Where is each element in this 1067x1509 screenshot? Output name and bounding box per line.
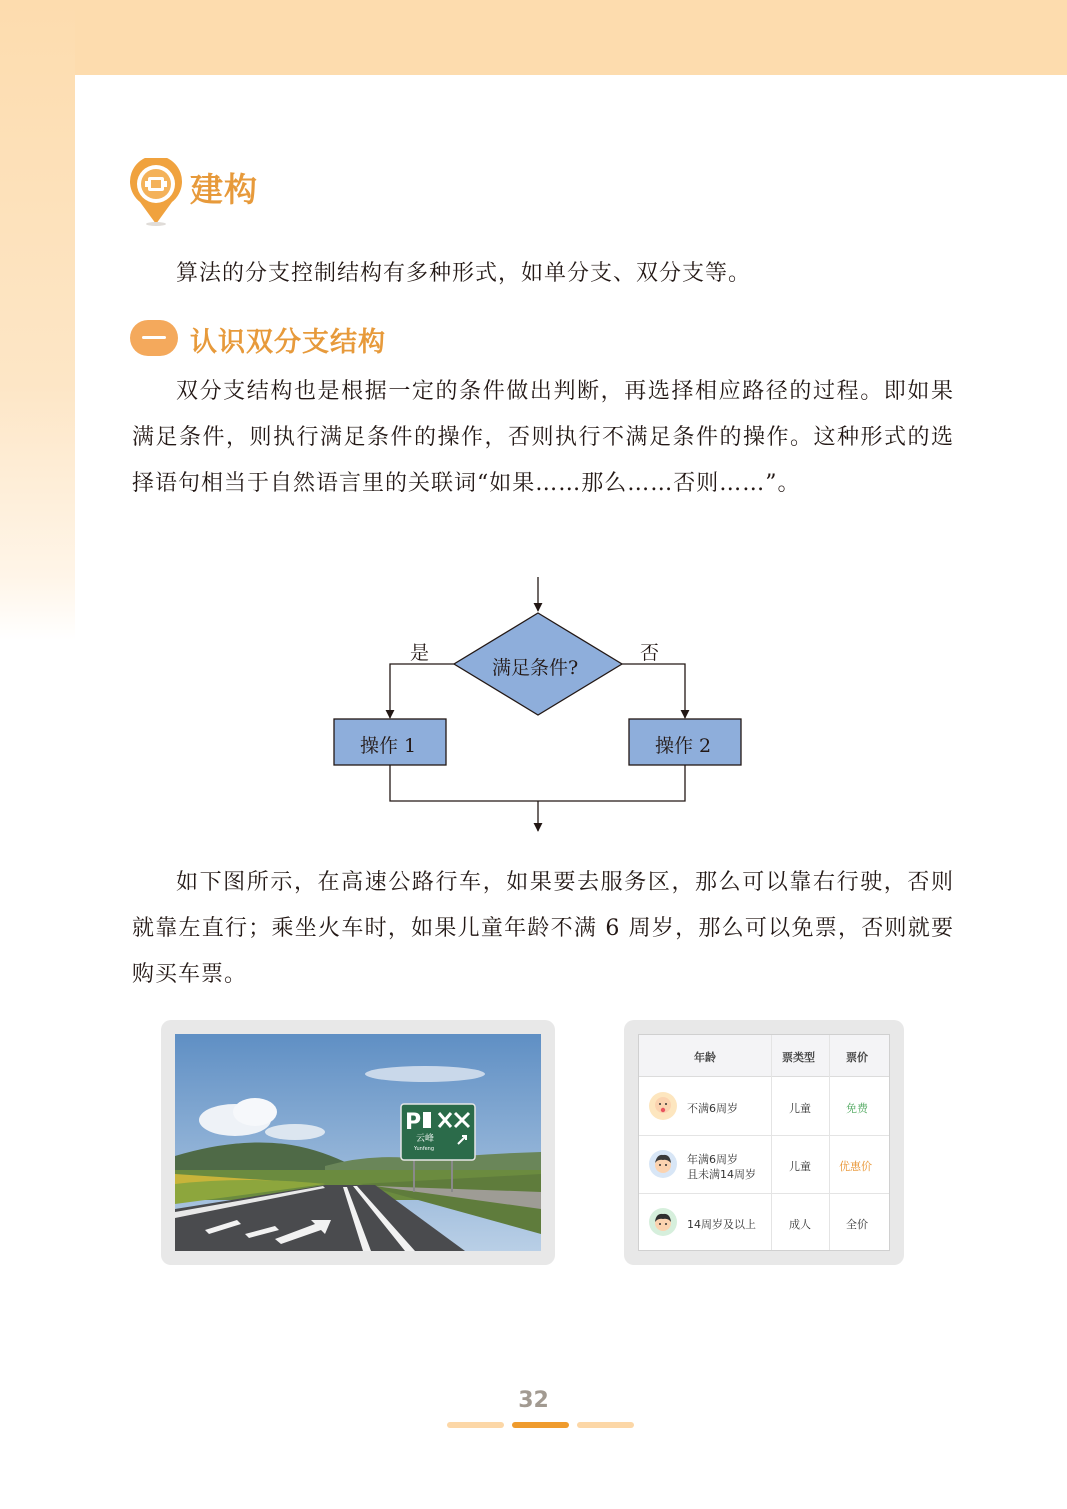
table-row [639, 1194, 889, 1252]
yes-label: 是 [410, 642, 430, 664]
baby-avatar-icon [649, 1092, 677, 1120]
row2-age-line1: 年满6周岁 [687, 1153, 738, 1166]
row1-type: 儿童 [789, 1102, 811, 1115]
ticket-table-card [624, 1020, 904, 1265]
road-sign-pinyin: Yunfeng [414, 1146, 434, 1152]
definition-paragraph: 双分支结构也是根据一定的条件做出判断，再选择相应路径的过程。即如果满足条件，则执行满足条件的操作，否则执行不满足条件的操作。这种形式的选择语句相当于自然语言里的关联词“如果……那么……否则……”。 [132, 379, 954, 496]
op1-label: 操作 1 [360, 735, 417, 757]
row3-price: 全价 [846, 1218, 868, 1231]
highway-photo [175, 1034, 541, 1251]
intro-paragraph: 算法的分支控制结构有多种形式，如单分支、双分支等。 [176, 261, 752, 286]
page-number: 32 [518, 1388, 549, 1413]
row1-price: 免费 [846, 1102, 868, 1115]
table-row [639, 1136, 889, 1194]
header-type: 票类型 [782, 1051, 815, 1064]
dash-badge-icon [130, 320, 178, 356]
header-price: 票价 [846, 1051, 868, 1064]
table-header [639, 1035, 889, 1077]
example-paragraph: 如下图所示，在高速公路行车，如果要去服务区，那么可以靠右行驶，否则就靠左直行；乘坐火车时，如果儿童年龄不满 6 周岁，那么可以免票，否则就要购买车票。 [132, 870, 954, 987]
table-row [639, 1078, 889, 1136]
row1-age: 不满6周岁 [687, 1102, 738, 1115]
footer-bar-right [577, 1422, 634, 1428]
top-decor-band [0, 0, 1067, 75]
merge-line [390, 765, 685, 801]
condition-label: 满足条件? [492, 657, 579, 679]
side-decor-band [0, 0, 75, 640]
ticket-table [638, 1034, 890, 1251]
road-sign-place: 云峰 [416, 1134, 435, 1144]
adult-avatar-icon [649, 1208, 677, 1236]
row2-age-line2: 且未满14周岁 [687, 1168, 756, 1181]
footer-bar-center [512, 1422, 569, 1428]
subsection-title: 认识双分支结构 [190, 327, 386, 358]
section-title: 建构 [190, 170, 258, 209]
boy-avatar-icon [649, 1150, 677, 1178]
double-branch-flowchart [320, 575, 760, 840]
yes-branch-line [390, 664, 454, 718]
row2-type: 儿童 [789, 1160, 811, 1173]
row3-age: 14周岁及以上 [687, 1218, 756, 1231]
svg-text:P: P [405, 1110, 422, 1135]
highway-photo-card [161, 1020, 555, 1265]
footer-bar-left [447, 1422, 504, 1428]
op2-label: 操作 2 [655, 735, 712, 757]
no-label: 否 [640, 642, 660, 664]
row3-type: 成人 [789, 1218, 811, 1231]
no-branch-line [622, 664, 685, 718]
header-age: 年龄 [694, 1051, 716, 1064]
row2-price: 优惠价 [839, 1160, 872, 1173]
location-pin-icon [128, 158, 184, 226]
